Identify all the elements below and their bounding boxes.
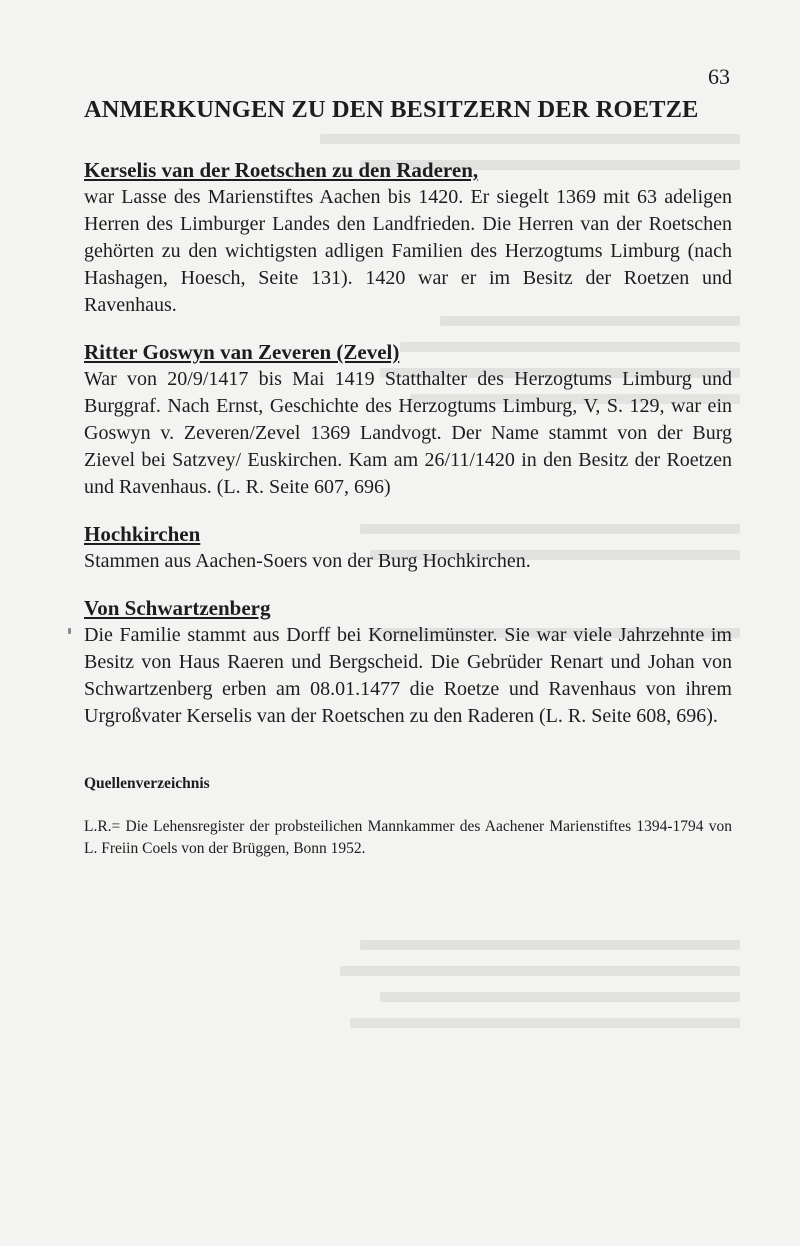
section-schwartzenberg	[84, 595, 732, 730]
section-heading: Kerselis van der Roetschen zu den Raderen,	[84, 158, 479, 182]
section-heading: Ritter Goswyn van Zeveren (Zevel)	[84, 340, 400, 364]
section-body: Die Familie stammt aus Dorff bei Kornelimünster. Sie war viele Jahrzehnte im Besitz von Haus Raeren und Bergscheid. Die Gebrüder Renart und Johan von Schwartzenberg erben am 08.01.1477 die Roetze und Ravenhaus von ihrem Urgroßvater Kerselis van der Roetschen zu den Raderen (L. R. Seite 608, 696).	[84, 624, 732, 727]
section-heading: Von Schwartzenberg	[84, 596, 271, 620]
section-body: War von 20/9/1417 bis Mai 1419 Statthalter des Herzogtums Limburg und Burggraf. Nach Ernst, Geschichte des Herzogtums Limburg, V, S. 129, war ein Goswyn v. Zeveren/Zevel 1369 Landvogt. Der Name stammt von der Burg Zievel bei Satzvey/ Euskirchen. Kam am 26/11/1420 in den Besitz der Roetzen und Ravenhaus. (L. R. Seite 607, 696)	[84, 368, 732, 498]
page-number: 63	[708, 64, 730, 89]
sources-section	[84, 774, 732, 860]
annotations-content	[84, 157, 732, 860]
section-body: war Lasse des Marienstiftes Aachen bis 1420. Er siegelt 1369 mit 63 adeligen Herren des Limburger Landes den Landfrieden. Die Herren van der Roetschen gehörten zu den wichtigsten adligen Familien des Herzogtums Limburg (nach Hashagen, Hoesch, Seite 131). 1420 war er im Besitz der Roetzen und Ravenhaus.	[84, 186, 732, 316]
section-kerselis	[84, 157, 732, 319]
section-hochkirchen	[84, 521, 732, 575]
stray-ink-mark	[68, 628, 71, 634]
sources-entry: L.R.= Die Lehensregister der probsteilichen Mannkammer des Aachener Marienstiftes 1394-1794 von L. Freiin Coels von der Brüggen, Bonn 1952.	[84, 818, 732, 857]
section-body: Stammen aus Aachen-Soers von der Burg Hochkirchen.	[84, 550, 531, 572]
section-goswyn	[84, 339, 732, 501]
section-heading: Hochkirchen	[84, 522, 201, 546]
page-title: ANMERKUNGEN ZU DEN BESITZERN DER ROETZE	[84, 96, 699, 123]
sources-heading: Quellenverzeichnis	[84, 775, 210, 792]
